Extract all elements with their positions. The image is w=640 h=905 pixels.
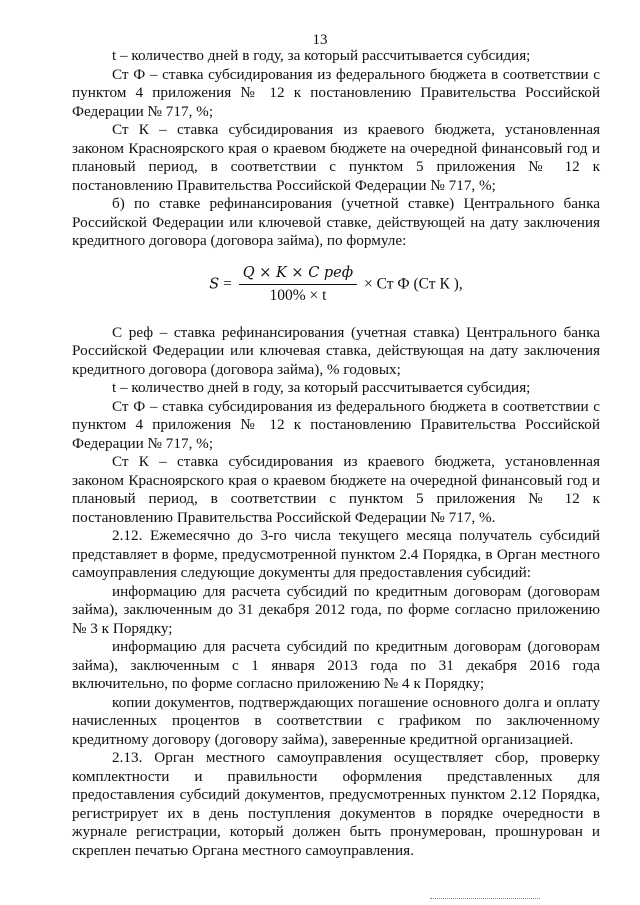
definition-cref: С реф – ставка рефинансирования (учетная ставка) Центрального банка Российской Федерации или ключевая ставка, действующая на дату заключения кредитного договора (договора займа), % годовых;	[72, 323, 600, 378]
definition-stk-2: Ст К – ставка субсидирования из краевого бюджета, установленная законом Красноярского края о краевом бюджете на очередной финансовый год и плановый период, в соответствии с пунктом 5 приложения № 12 к постановлению Правительства Российской Федерации № 717, %.	[72, 453, 600, 526]
formula-fraction	[239, 264, 357, 306]
formula-denominator: 100% × t	[269, 287, 327, 304]
definition-stk: Ст К – ставка субсидирования из краевого бюджета, установленная законом Красноярского края о краевом бюджете на очередной финансовый год и плановый период, в соответствии с пунктом 5 приложения № 12 к постановлению Правительства Российской Федерации № 717, %;	[72, 121, 600, 194]
subsidy-formula: S = $\frac{\text{Q × K × C реф}}{100\% \times t}$ × Ст Ф (Ст К ),	[209, 264, 463, 304]
formula-rhs: × Ст Ф (Ст К ),	[363, 275, 463, 293]
definition-stf: Ст Ф – ставка субсидирования из федерального бюджета в соответствии с пунктом 4 приложения № 12 к постановлению Правительства Российской Федерации № 717, %;	[72, 65, 600, 120]
clause-2-12-item-2: информацию для расчета субсидий по кредитным договорам (договорам займа), заключенным с 1 января 2013 года по 31 декабря 2016 года включительно, по форме согласно приложению № 4 к Порядку;	[72, 638, 600, 692]
definition-stf-2: Ст Ф – ставка субсидирования из федерального бюджета в соответствии с пунктом 4 приложения № 12 к постановлению Правительства Российской Федерации № 717, %;	[72, 397, 600, 452]
footer-divider	[430, 898, 540, 899]
document-body	[72, 47, 600, 860]
clause-2-12-item-1: информацию для расчета субсидий по кредитным договорам (договорам займа), заключенным до 31 декабря 2012 года, по форме согласно приложению № 3 к Порядку;	[72, 582, 600, 637]
clause-2-12: 2.12. Ежемесячно до 3-го числа текущего месяца получатель субсидий представляет в форме, предусмотренной пунктом 2.4 Порядка, в Орган местного самоуправления следующие документы для предоставления субсидий:	[72, 527, 600, 581]
item-b-refinancing: б) по ставке рефинансирования (учетной ставке) Центрального банка Российской Федерации или ключевой ставке, действующей на дату заключения кредитного договора (договора займа), по формуле:	[72, 195, 600, 249]
page-number: 13	[312, 32, 328, 48]
clause-2-12-item-3: копии документов, подтверждающих погашение основного долга и оплату начисленных процентов в соответствии с графиком по заключенному кредитному договору (договору займа), заверенные кредитной организацией.	[72, 693, 600, 748]
clause-2-13: 2.13. Орган местного самоуправления осуществляет сбор, проверку комплектности и правильности оформления представленных для предоставления субсидий документов, предусмотренных пунктом 2.12 Порядка, регистрирует их в день поступления документов в порядке очередности в журнале регистрации, который должен быть пронумерован, прошнурован и скреплен печатью Органа местного самоуправления.	[72, 749, 600, 859]
definition-t-2: t – количество дней в году, за который рассчитывается субсидия;	[112, 379, 531, 396]
definition-t: t – количество дней в году, за который рассчитывается субсидия;	[112, 47, 531, 64]
formula-lhs: S	[209, 276, 220, 293]
formula-numerator: Q × K × C реф	[239, 264, 357, 286]
